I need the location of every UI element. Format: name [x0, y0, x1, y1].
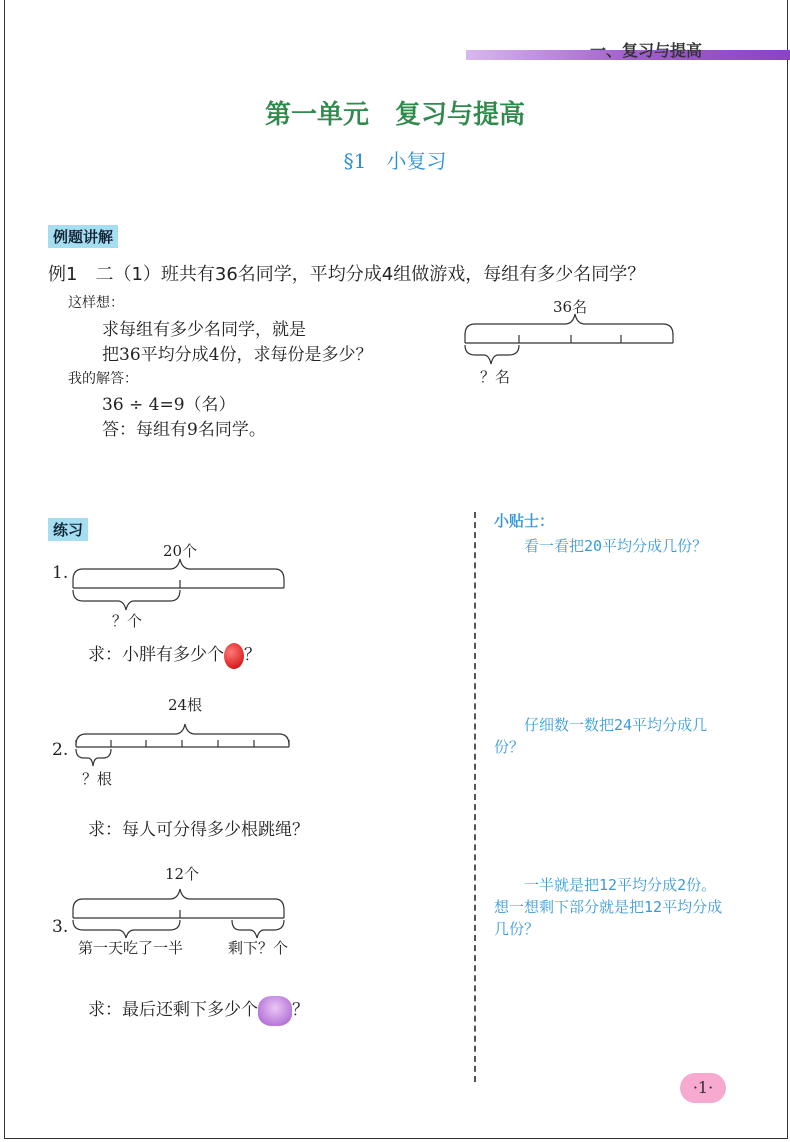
question-end: ？: [292, 1000, 309, 1020]
balloon-icon: [224, 643, 244, 669]
item-part: ？个: [112, 612, 143, 630]
item-part-right: 剩下？个: [228, 939, 289, 957]
tips-title: 小贴士：: [494, 512, 555, 530]
cake-icon: [258, 996, 292, 1026]
item-number: 2.: [52, 740, 69, 760]
diagram-part: ？名: [480, 368, 511, 386]
item-part-left: 第一天吃了一半: [78, 939, 184, 957]
item-question: 求：每人可分得多少根跳绳？: [88, 820, 309, 840]
header-section: 一、复习与提高: [590, 41, 703, 60]
practice-tag: 练习: [48, 518, 88, 541]
item-question: [88, 640, 261, 669]
item-part: ？根: [82, 770, 113, 788]
section-title: §1 小复习: [343, 149, 447, 173]
tip-item: 看一看把20平均分成几份？: [494, 537, 708, 555]
question-end: ？: [244, 645, 261, 665]
answer-line: 36 ÷ 4=9（名）: [102, 395, 236, 415]
item-number: 1.: [52, 563, 69, 583]
diagram-total: 36名: [553, 298, 588, 316]
think-label: 这样想：: [68, 295, 124, 311]
tip-item: 仔细数一数把24平均分成几份？: [494, 716, 708, 756]
tip-item: 一半就是把12平均分成2份。想一想剩下部分就是把12平均分成几份？: [494, 876, 723, 938]
example-tag: 例题讲解: [48, 225, 118, 248]
question-text: 求：最后还剩下多少个: [88, 1000, 258, 1020]
page-number: ·1·: [680, 1073, 726, 1103]
answer-label: 我的解答：: [68, 371, 138, 387]
think-line: 把36平均分成4份，求每份是多少？: [102, 345, 373, 365]
item-total: 20个: [163, 542, 198, 560]
answer-line: 答：每组有9名同学。: [102, 420, 266, 440]
item-total: 12个: [165, 865, 200, 883]
question-text: 求：小胖有多少个: [88, 645, 224, 665]
item-question: [88, 995, 309, 1026]
example-question: 例1 二（1）班共有36名同学，平均分成4组做游戏，每组有多少名同学？: [48, 264, 646, 285]
item-number: 3.: [52, 917, 69, 937]
divider-dashed: [474, 512, 476, 1082]
unit-title: 第一单元 复习与提高: [264, 100, 525, 130]
item-total: 24根: [168, 696, 203, 714]
think-line: 求每组有多少名同学，就是: [102, 320, 306, 340]
